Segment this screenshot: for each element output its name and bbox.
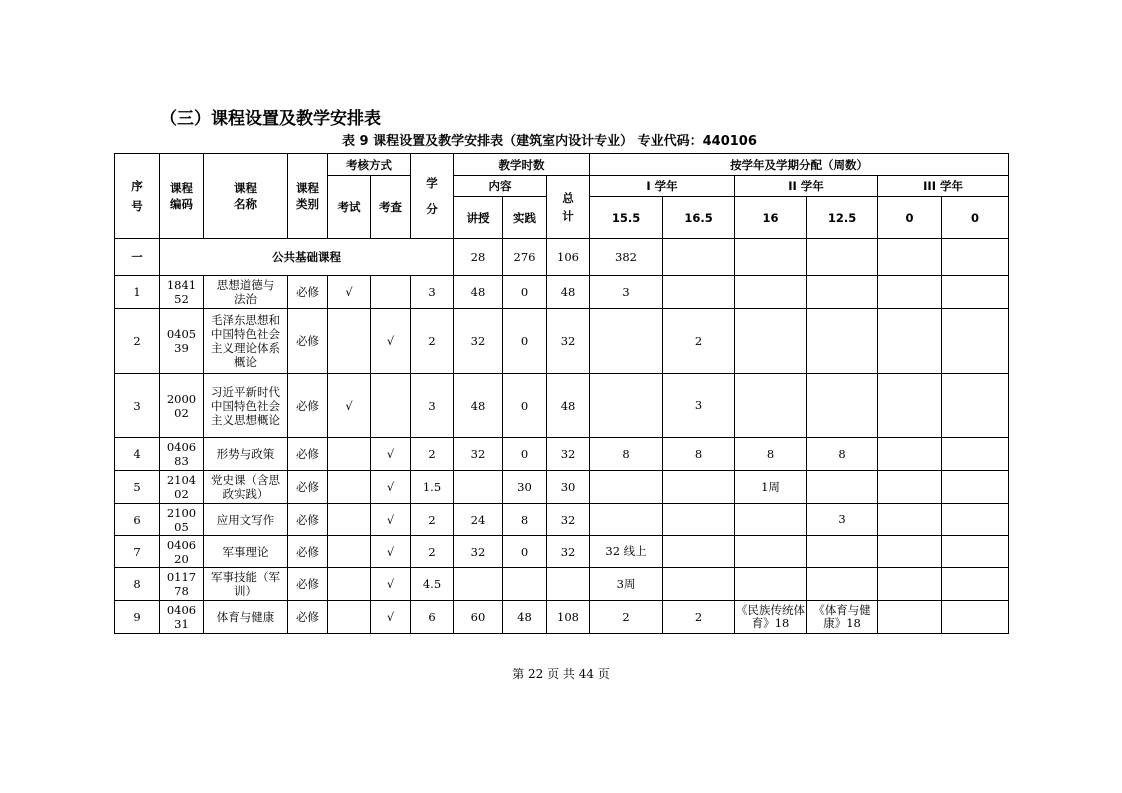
row-semester-4 <box>807 276 878 309</box>
category-credit: 28 <box>454 239 503 276</box>
category-semester-cell <box>878 239 942 276</box>
row-semester-3 <box>735 276 807 309</box>
row-semester-3 <box>735 309 807 374</box>
row-seq: 4 <box>115 438 160 471</box>
row-course-code-text: 011778 <box>166 570 197 598</box>
row-lecture <box>454 568 503 601</box>
category-name: 公共基础课程 <box>160 239 454 276</box>
row-course-code <box>160 568 204 601</box>
section-title: （三）课程设置及教学安排表 <box>160 109 381 129</box>
row-course-code-text: 040631 <box>166 603 197 631</box>
row-total <box>547 568 590 601</box>
row-semester-1: 3周 <box>590 568 663 601</box>
row-semester-2: 2 <box>663 601 735 634</box>
row-exam-mark: √ <box>328 276 371 309</box>
header-course-name-text: 课程名称 <box>234 181 257 211</box>
category-semester-cell <box>735 239 807 276</box>
row-seq: 6 <box>115 504 160 536</box>
row-course-type: 必修 <box>288 601 328 634</box>
row-course-name-text: 体育与健康 <box>216 610 275 624</box>
row-total: 48 <box>547 374 590 438</box>
row-semester-1: 2 <box>590 601 663 634</box>
row-course-name-text: 党史课（含思政实践） <box>211 473 280 501</box>
row-course-code-text: 200002 <box>166 391 197 420</box>
row-practice: 0 <box>503 276 547 309</box>
row-semester-1: 3 <box>590 276 663 309</box>
row-practice <box>503 568 547 601</box>
row-semester-2 <box>663 536 735 568</box>
row-semester-6 <box>942 438 1009 471</box>
row-credit: 2 <box>411 504 454 536</box>
row-course-type: 必修 <box>288 276 328 309</box>
row-course-name <box>204 536 288 568</box>
header-assessment: 考核方式 <box>328 154 411 176</box>
row-course-code <box>160 504 204 536</box>
row-credit: 2 <box>411 536 454 568</box>
row-check-mark <box>371 276 411 309</box>
header-course-code <box>160 154 204 239</box>
row-semester-2 <box>663 568 735 601</box>
row-semester-5 <box>878 568 942 601</box>
header-year1: I 学年 <box>590 176 735 197</box>
row-semester-3 <box>735 568 807 601</box>
category-practice: 106 <box>547 239 590 276</box>
category-total: 382 <box>590 239 663 276</box>
row-total: 32 <box>547 309 590 374</box>
row-course-type: 必修 <box>288 536 328 568</box>
row-semester-4 <box>807 374 878 438</box>
header-lecture: 讲授 <box>454 197 503 239</box>
header-course-type-text: 课程类别 <box>296 181 319 211</box>
row-course-name <box>204 438 288 471</box>
row-lecture: 48 <box>454 276 503 309</box>
row-practice: 0 <box>503 438 547 471</box>
row-semester-6 <box>942 504 1009 536</box>
row-exam-mark <box>328 438 371 471</box>
row-course-name <box>204 374 288 438</box>
row-semester-2 <box>663 504 735 536</box>
row-practice: 30 <box>503 471 547 504</box>
header-seq <box>115 154 160 239</box>
row-course-code <box>160 471 204 504</box>
row-semester-6 <box>942 309 1009 374</box>
row-seq: 9 <box>115 601 160 634</box>
row-course-name-text: 思想道德与法治 <box>216 278 275 306</box>
header-seq-text: 序号 <box>131 179 143 213</box>
row-semester-5 <box>878 504 942 536</box>
row-total: 108 <box>547 601 590 634</box>
header-year2: II 学年 <box>735 176 878 197</box>
table-row <box>115 601 1009 634</box>
row-credit: 2 <box>411 309 454 374</box>
row-course-code-text: 210402 <box>166 473 197 501</box>
row-course-name <box>204 276 288 309</box>
row-exam-mark <box>328 309 371 374</box>
row-total: 32 <box>547 438 590 471</box>
row-credit: 4.5 <box>411 568 454 601</box>
table-row <box>115 309 1009 374</box>
row-course-name <box>204 568 288 601</box>
header-practice: 实践 <box>503 197 547 239</box>
row-course-type: 必修 <box>288 438 328 471</box>
row-semester-3: 1周 <box>735 471 807 504</box>
row-course-code-text: 184152 <box>166 278 197 306</box>
row-semester-1: 8 <box>590 438 663 471</box>
row-credit: 1.5 <box>411 471 454 504</box>
row-course-name-text: 军事理论 <box>222 544 269 559</box>
course-schedule-table <box>114 153 1009 634</box>
row-seq: 2 <box>115 309 160 374</box>
header-exam: 考试 <box>328 176 371 239</box>
row-course-type: 必修 <box>288 504 328 536</box>
row-semester-2: 2 <box>663 309 735 374</box>
row-semester-2: 3 <box>663 374 735 438</box>
header-semester-1: 15.5 <box>590 197 663 239</box>
row-lecture: 32 <box>454 438 503 471</box>
row-course-code <box>160 276 204 309</box>
row-semester-1: 32 线上 <box>590 536 663 568</box>
row-seq: 8 <box>115 568 160 601</box>
row-semester-3 <box>735 504 807 536</box>
row-course-code-text: 040683 <box>166 440 197 468</box>
row-exam-mark <box>328 536 371 568</box>
row-exam-mark <box>328 568 371 601</box>
row-exam-mark <box>328 471 371 504</box>
row-semester-3: 8 <box>735 438 807 471</box>
table-row <box>115 504 1009 536</box>
row-credit: 2 <box>411 438 454 471</box>
row-credit: 3 <box>411 374 454 438</box>
row-course-name <box>204 471 288 504</box>
row-exam-mark <box>328 601 371 634</box>
row-course-type: 必修 <box>288 309 328 374</box>
row-semester-5 <box>878 536 942 568</box>
row-semester-5 <box>878 601 942 634</box>
row-exam-mark: √ <box>328 374 371 438</box>
category-seq: 一 <box>115 239 160 276</box>
header-semester-4: 12.5 <box>807 197 878 239</box>
row-check-mark: √ <box>371 601 411 634</box>
header-year3: III 学年 <box>878 176 1009 197</box>
row-practice: 0 <box>503 309 547 374</box>
header-distribution: 按学年及学期分配（周数） <box>590 154 1009 176</box>
row-course-code-text: 040539 <box>166 327 197 355</box>
table-caption: 表 9 课程设置及教学安排表（建筑室内设计专业） 专业代码：440106 <box>342 134 757 149</box>
row-course-name <box>204 601 288 634</box>
row-credit: 3 <box>411 276 454 309</box>
row-practice: 0 <box>503 536 547 568</box>
row-semester-4: 3 <box>807 504 878 536</box>
row-lecture: 32 <box>454 536 503 568</box>
header-course-code-text: 课程编码 <box>170 181 193 211</box>
row-check-mark: √ <box>371 438 411 471</box>
header-total <box>547 176 590 239</box>
row-course-name-text: 军事技能（军训） <box>211 570 280 598</box>
row-semester-2 <box>663 471 735 504</box>
row-semester-5 <box>878 471 942 504</box>
row-semester-1 <box>590 504 663 536</box>
row-course-code <box>160 438 204 471</box>
row-total: 30 <box>547 471 590 504</box>
header-hours: 教学时数 <box>454 154 590 176</box>
row-credit: 6 <box>411 601 454 634</box>
category-semester-cell <box>942 239 1009 276</box>
row-course-code <box>160 601 204 634</box>
header-total-text: 总计 <box>562 191 574 223</box>
table-row <box>115 276 1009 309</box>
row-course-code <box>160 536 204 568</box>
row-course-code <box>160 309 204 374</box>
row-lecture: 32 <box>454 309 503 374</box>
category-lecture: 276 <box>503 239 547 276</box>
row-semester-1 <box>590 374 663 438</box>
header-semester-3: 16 <box>735 197 807 239</box>
category-semester-cell <box>663 239 735 276</box>
row-course-code-text: 040620 <box>166 537 197 566</box>
table-row <box>115 438 1009 471</box>
category-row <box>115 239 1009 276</box>
row-semester-5 <box>878 438 942 471</box>
header-semester-5: 0 <box>878 197 942 239</box>
row-semester-6 <box>942 276 1009 309</box>
row-seq: 5 <box>115 471 160 504</box>
page-footer: 第 22 页 共 44 页 <box>512 667 610 681</box>
header-credit-text: 学分 <box>426 176 438 216</box>
row-total: 32 <box>547 536 590 568</box>
row-semester-6 <box>942 374 1009 438</box>
row-course-name-text: 习近平新时代中国特色社会主义思想概论 <box>211 384 280 427</box>
header-credit <box>411 154 454 239</box>
table-row <box>115 374 1009 438</box>
row-semester-6 <box>942 568 1009 601</box>
row-semester-4 <box>807 568 878 601</box>
row-total: 48 <box>547 276 590 309</box>
row-course-name-text: 应用文写作 <box>216 512 275 527</box>
row-semester-6 <box>942 536 1009 568</box>
row-course-type: 必修 <box>288 374 328 438</box>
row-lecture: 48 <box>454 374 503 438</box>
row-lecture: 60 <box>454 601 503 634</box>
row-check-mark: √ <box>371 504 411 536</box>
row-course-name-text: 形势与政策 <box>216 447 275 461</box>
row-semester-5 <box>878 276 942 309</box>
row-semester-5 <box>878 309 942 374</box>
header-semester-2: 16.5 <box>663 197 735 239</box>
row-check-mark: √ <box>371 536 411 568</box>
row-check-mark: √ <box>371 309 411 374</box>
row-semester-3 <box>735 374 807 438</box>
row-practice: 8 <box>503 504 547 536</box>
row-seq: 1 <box>115 276 160 309</box>
table-row <box>115 568 1009 601</box>
row-semester-1 <box>590 471 663 504</box>
row-course-code <box>160 374 204 438</box>
header-content: 内容 <box>454 176 547 197</box>
row-semester-4: 《体育与健康》18 <box>807 601 878 634</box>
row-check-mark: √ <box>371 471 411 504</box>
table-row <box>115 471 1009 504</box>
row-check-mark <box>371 374 411 438</box>
row-course-type: 必修 <box>288 471 328 504</box>
row-course-type: 必修 <box>288 568 328 601</box>
row-semester-2: 8 <box>663 438 735 471</box>
row-semester-4 <box>807 309 878 374</box>
header-course-type <box>288 154 328 239</box>
table-row <box>115 536 1009 568</box>
row-course-name-text: 毛泽东思想和中国特色社会主义理论体系概论 <box>211 313 280 369</box>
header-check: 考查 <box>371 176 411 239</box>
category-semester-cell <box>807 239 878 276</box>
row-seq: 3 <box>115 374 160 438</box>
row-semester-3 <box>735 536 807 568</box>
row-total: 32 <box>547 504 590 536</box>
row-practice: 48 <box>503 601 547 634</box>
row-lecture <box>454 471 503 504</box>
row-semester-6 <box>942 601 1009 634</box>
header-course-name <box>204 154 288 239</box>
row-semester-4: 8 <box>807 438 878 471</box>
row-semester-4 <box>807 471 878 504</box>
row-semester-3: 《民族传统体育》18 <box>735 601 807 634</box>
row-course-name <box>204 504 288 536</box>
row-semester-6 <box>942 471 1009 504</box>
row-semester-2 <box>663 276 735 309</box>
row-semester-5 <box>878 374 942 438</box>
row-course-code-text: 210005 <box>166 505 197 534</box>
row-exam-mark <box>328 504 371 536</box>
row-seq: 7 <box>115 536 160 568</box>
header-semester-6: 0 <box>942 197 1009 239</box>
row-lecture: 24 <box>454 504 503 536</box>
row-course-name <box>204 309 288 374</box>
row-semester-1 <box>590 309 663 374</box>
row-semester-4 <box>807 536 878 568</box>
row-practice: 0 <box>503 374 547 438</box>
row-check-mark: √ <box>371 568 411 601</box>
